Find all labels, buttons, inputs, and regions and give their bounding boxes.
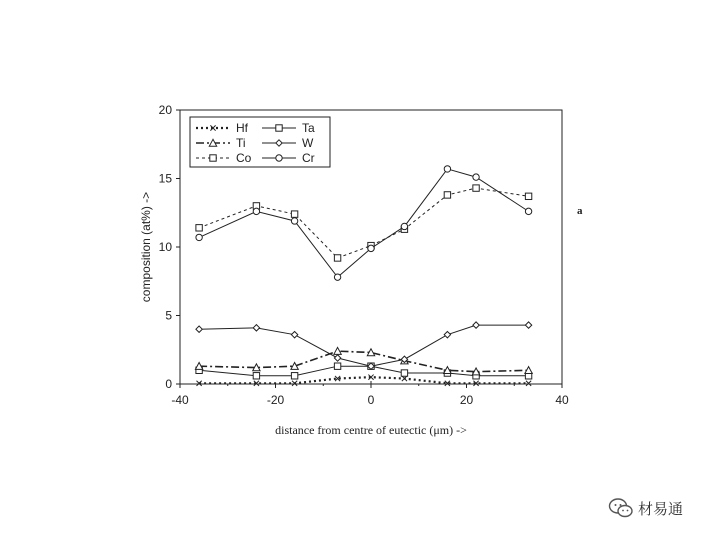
series-ta-point: [334, 363, 340, 369]
series-ti-line: [199, 351, 528, 372]
series-ta-point: [291, 373, 297, 379]
series-group: [195, 166, 532, 386]
series-co: [196, 185, 532, 261]
x-tick-label: -40: [171, 393, 189, 407]
series-cr-point: [196, 234, 202, 240]
y-tick-label: 0: [165, 377, 172, 391]
legend-marker-co: [210, 155, 216, 161]
series-co-point: [334, 255, 340, 261]
series-ti-point: [334, 347, 341, 354]
series-w-point: [291, 331, 297, 337]
series-co-point: [525, 193, 531, 199]
legend-label-hf: Hf: [236, 121, 248, 135]
panel-label: a: [577, 205, 583, 217]
legend-marker-ta: [276, 125, 282, 131]
legend-label-ta: Ta: [302, 121, 315, 135]
series-co-point: [444, 192, 450, 198]
series-cr: [196, 166, 532, 281]
legend-label-cr: Cr: [302, 151, 315, 165]
legend-marker-cr: [276, 155, 282, 161]
series-cr-point: [401, 223, 407, 229]
series-co-point: [473, 185, 479, 191]
series-ta-point: [401, 370, 407, 376]
series-cr-point: [368, 245, 374, 251]
series-hf-point: [526, 381, 531, 386]
series-w-line: [199, 325, 528, 366]
series-hf-point: [292, 381, 297, 386]
series-co-point: [291, 211, 297, 217]
y-tick-label: 20: [158, 103, 172, 117]
watermark: [608, 494, 708, 522]
series-w-point: [444, 331, 450, 337]
series-w-point: [253, 325, 259, 331]
legend: [190, 117, 330, 167]
x-tick-label: 0: [367, 393, 375, 407]
series-w-point: [334, 355, 340, 361]
y-tick-label: 5: [165, 308, 172, 323]
wechat-icon: [608, 497, 634, 519]
series-w: [196, 322, 532, 370]
y-tick-label: 15: [158, 171, 172, 186]
series-cr-point: [291, 218, 297, 224]
watermark-text: 材易通: [638, 499, 684, 518]
series-co-line: [199, 188, 528, 258]
series-w-point: [196, 326, 202, 332]
series-ta-point: [253, 373, 259, 379]
legend-label-w: W: [302, 136, 314, 150]
series-w-point: [473, 322, 479, 328]
series-cr-point: [334, 274, 340, 280]
x-tick-label: 20: [459, 393, 474, 407]
series-cr-point: [473, 174, 479, 180]
series-w-point: [525, 322, 531, 328]
series-cr-point: [444, 166, 450, 172]
x-tick-label: 40: [555, 393, 569, 407]
x-axis-title: distance from centre of eutectic (μm) ->: [275, 423, 467, 437]
series-cr-point: [525, 208, 531, 214]
x-tick-label: -20: [266, 393, 285, 407]
legend-label-ti: Ti: [236, 136, 246, 150]
series-cr-point: [253, 208, 259, 214]
series-co-point: [196, 225, 202, 231]
y-tick-label: 10: [158, 240, 172, 254]
series-ti: [195, 347, 532, 374]
y-axis-title: composition (at%) ->: [139, 191, 153, 303]
legend-label-co: Co: [236, 151, 252, 165]
